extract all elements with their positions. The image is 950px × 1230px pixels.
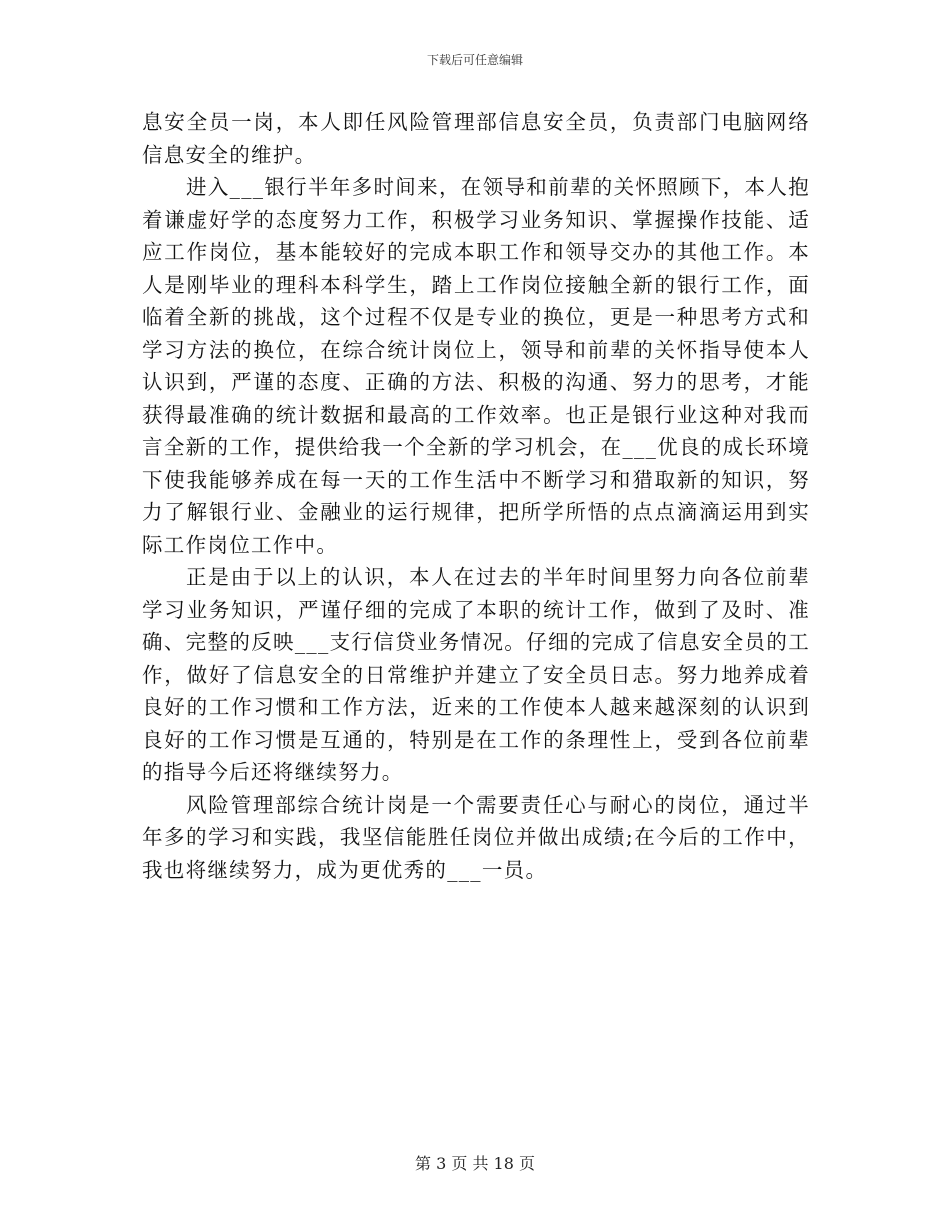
paragraph: 进入___银行半年多时间来，在领导和前辈的关怀照顾下，本人抱着谦虚好学的态度努力工作，积极学习业务知识、掌握操作技能、适应工作岗位，基本能较好的完成本职工作和领导交办的其他工作。本人是刚毕业的理科本科学生，踏上工作岗位接触全新的银行工作，面临着全新的挑战，这个过程不仅是专业的换位，更是一种思考方式和学习方法的换位，在综合统计岗位上，领导和前辈的关怀指导使本人认识到，严谨的态度、正确的方法、积极的沟通、努力的思考，才能获得最准确的统计数据和最高的工作效率。也正是银行业这种对我而言全新的工作，提供给我一个全新的学习机会，在___优良的成长环境下使我能够养成在每一天的工作生活中不断学习和猎取新的知识，努力了解银行业、金融业的运行规律，把所学所悟的点点滴滴运用到实际工作岗位工作中。 — [142, 175, 810, 557]
paragraph-continued: 息安全员一岗，本人即任风险管理部信息安全员，负责部门电脑网络信息安全的维护。 — [142, 110, 810, 167]
document-body — [142, 106, 810, 886]
page-header: 下载后可任意编辑 — [426, 53, 523, 67]
paragraph: 风险管理部综合统计岗是一个需要责任心与耐心的岗位，通过半年多的学习和实践，我坚信能胜任岗位并做出成绩;在今后的工作中，我也将继续努力，成为更优秀的___一员。 — [142, 792, 810, 882]
page-number: 第 3 页 共 18 页 — [415, 1154, 535, 1173]
paragraph: 正是由于以上的认识，本人在过去的半年时间里努力向各位前辈学习业务知识，严谨仔细的完成了本职的统计工作，做到了及时、准确、完整的反映___支行信贷业务情况。仔细的完成了信息安全员的工作，做好了信息安全的日常维护并建立了安全员日志。努力地养成着良好的工作习惯和工作方法，近来的工作使本人越来越深刻的认识到良好的工作习惯是互通的，特别是在工作的条理性上，受到各位前辈的指导今后还将继续努力。 — [142, 565, 810, 784]
